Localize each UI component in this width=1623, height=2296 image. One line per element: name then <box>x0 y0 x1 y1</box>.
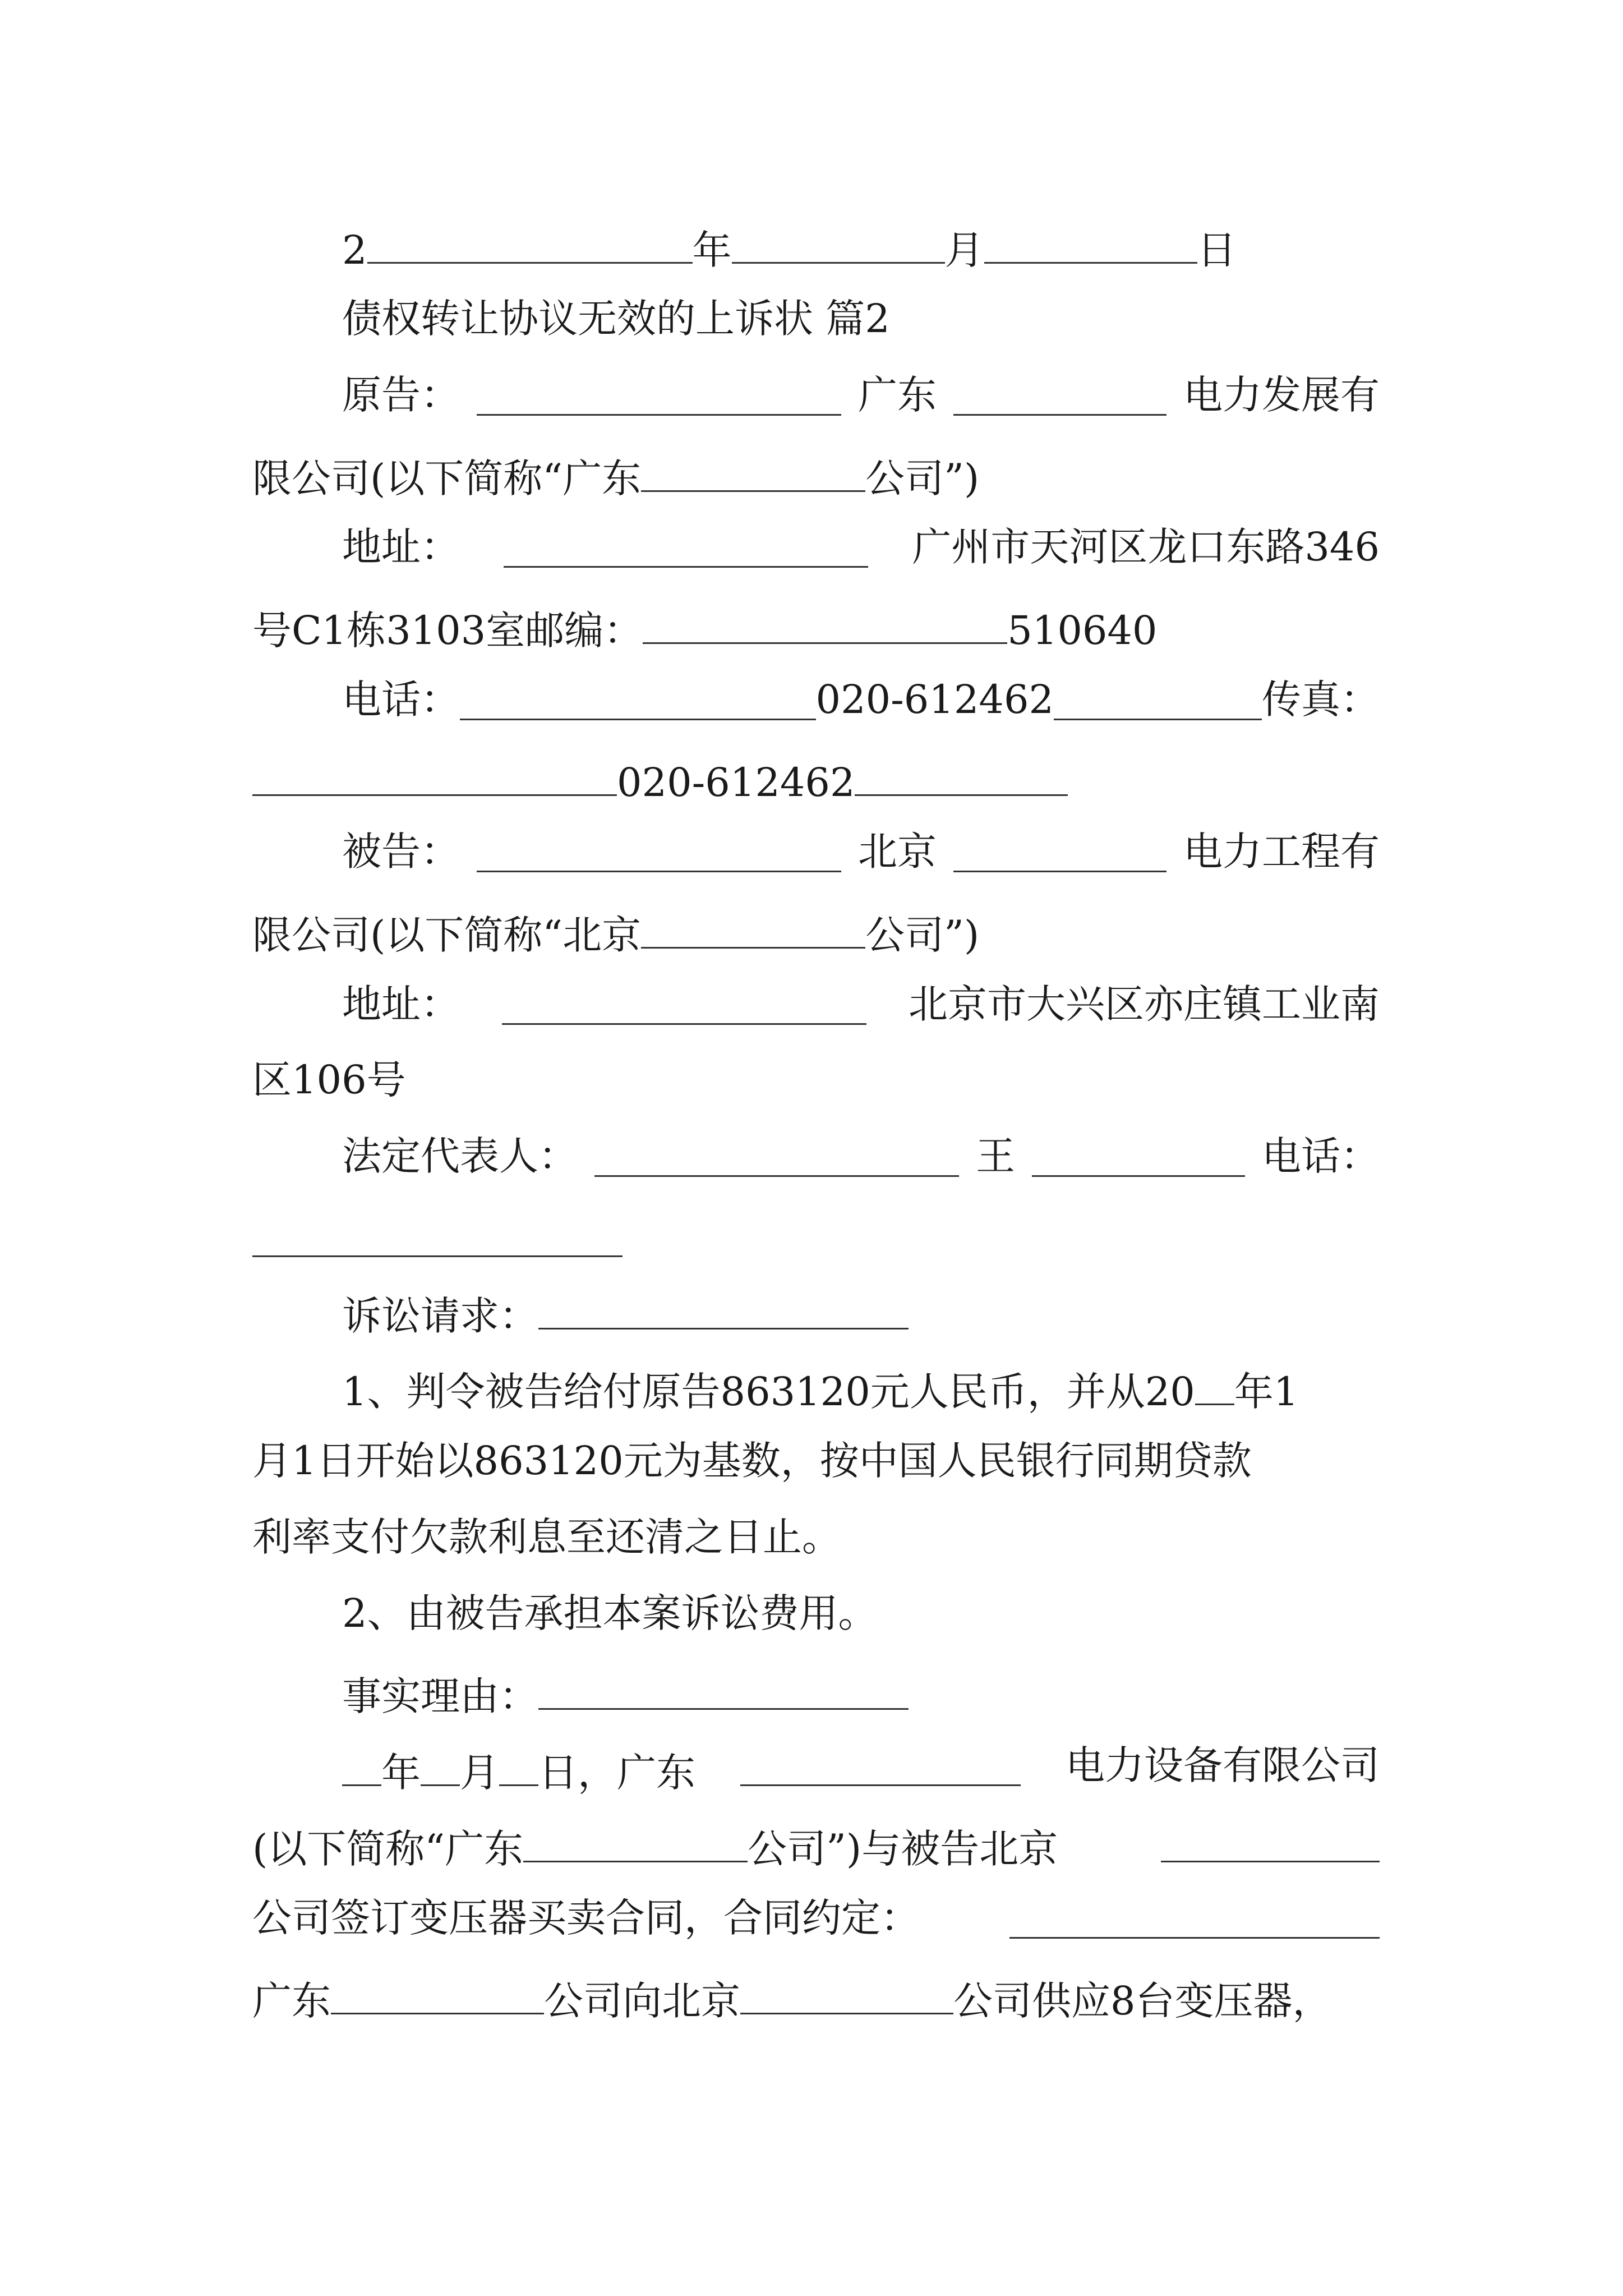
blank <box>740 1966 953 2014</box>
blank <box>953 367 1166 416</box>
claim-1-line-1: 1、判令被告给付原告863120元人民币，并从20 年1 <box>342 1356 1380 1412</box>
facts-line-2: (以下简称“广东 公司”)与被告北京 <box>252 1814 1380 1870</box>
postcode: 510640 <box>1007 608 1158 654</box>
fax-number: 020-612462 <box>617 760 855 806</box>
blank <box>252 747 617 796</box>
claim-1-line-2: 月1日开始以863120元为基数，按中国人民银行同期贷款 <box>252 1438 1252 1484</box>
facts-line-4: 广东 公司向北京 公司供应8台变压器， <box>252 1966 1380 2022</box>
legal-rep-line: 法定代表人： 王 电话： <box>342 1128 1380 1184</box>
blank <box>641 443 865 492</box>
blank <box>643 595 1007 644</box>
blank <box>499 1737 538 1786</box>
blank <box>460 671 816 720</box>
plaintiff-address-line-1: 地址： 广州市天河区龙口东路346 <box>342 519 1380 575</box>
defendant-address-line-2: 区106号 <box>252 1057 406 1103</box>
blank <box>538 1661 909 1710</box>
blank <box>523 1814 748 1862</box>
blank <box>504 519 868 568</box>
blank <box>1054 671 1262 720</box>
facts-label-line: 事实理由： <box>342 1661 1469 1717</box>
plaintiff-address-line-2: 号C1栋3103室邮编： 510640 <box>252 595 1380 651</box>
blank <box>855 747 1068 796</box>
blank <box>1009 1890 1380 1939</box>
blank <box>984 215 1197 264</box>
defendant-line-1: 被告： 北京 电力工程有 <box>342 823 1380 880</box>
section-heading: 债权转让协议无效的上诉状 篇2 <box>342 296 890 342</box>
blank <box>732 215 945 264</box>
plaintiff-fax-line <box>252 747 1380 806</box>
plaintiff-line-2: 限公司(以下简称“广东 公司”) <box>252 443 1380 499</box>
defendant-line-2: 限公司(以下简称“北京 公司”) <box>252 900 1380 956</box>
blank <box>342 1737 381 1786</box>
claim-1-line-3: 利率支付欠款利息至还清之日止。 <box>252 1514 841 1560</box>
facts-line-1: 年 月 日，广东 电力设备有限公司 <box>342 1737 1380 1793</box>
claim-2-line: 2、由被告承担本案诉讼费用。 <box>342 1590 878 1636</box>
blank <box>421 1737 460 1786</box>
blank <box>1032 1128 1245 1177</box>
phone-number: 020-612462 <box>815 677 1054 723</box>
year-label: 年 <box>692 227 732 273</box>
blank <box>641 900 865 949</box>
blank <box>367 215 693 264</box>
month-label: 月 <box>944 227 984 273</box>
blank <box>1161 1814 1380 1862</box>
defendant-address-line-1: 地址： 北京市大兴区亦庄镇工业南 <box>342 976 1380 1032</box>
blank <box>594 1128 959 1177</box>
date-prefix: 2 <box>342 227 367 273</box>
blank <box>538 1281 909 1329</box>
date-line <box>342 215 1469 271</box>
day-label: 日 <box>1197 227 1237 273</box>
blank <box>477 823 841 872</box>
blank <box>953 823 1166 872</box>
blank <box>1195 1356 1234 1405</box>
blank <box>477 367 841 416</box>
facts-line-3: 公司签订变压器买卖合同，合同约定： <box>252 1890 1380 1946</box>
plaintiff-phone-line: 电话： 020-612462 传真： <box>342 671 1380 728</box>
blank <box>740 1737 1021 1786</box>
blank <box>331 1966 544 2014</box>
plaintiff-line-1: 原告： 广东 电力发展有 <box>342 367 1380 423</box>
blank <box>252 1255 623 1257</box>
claims-label-line: 诉讼请求： <box>342 1281 1469 1337</box>
blank <box>502 976 866 1025</box>
